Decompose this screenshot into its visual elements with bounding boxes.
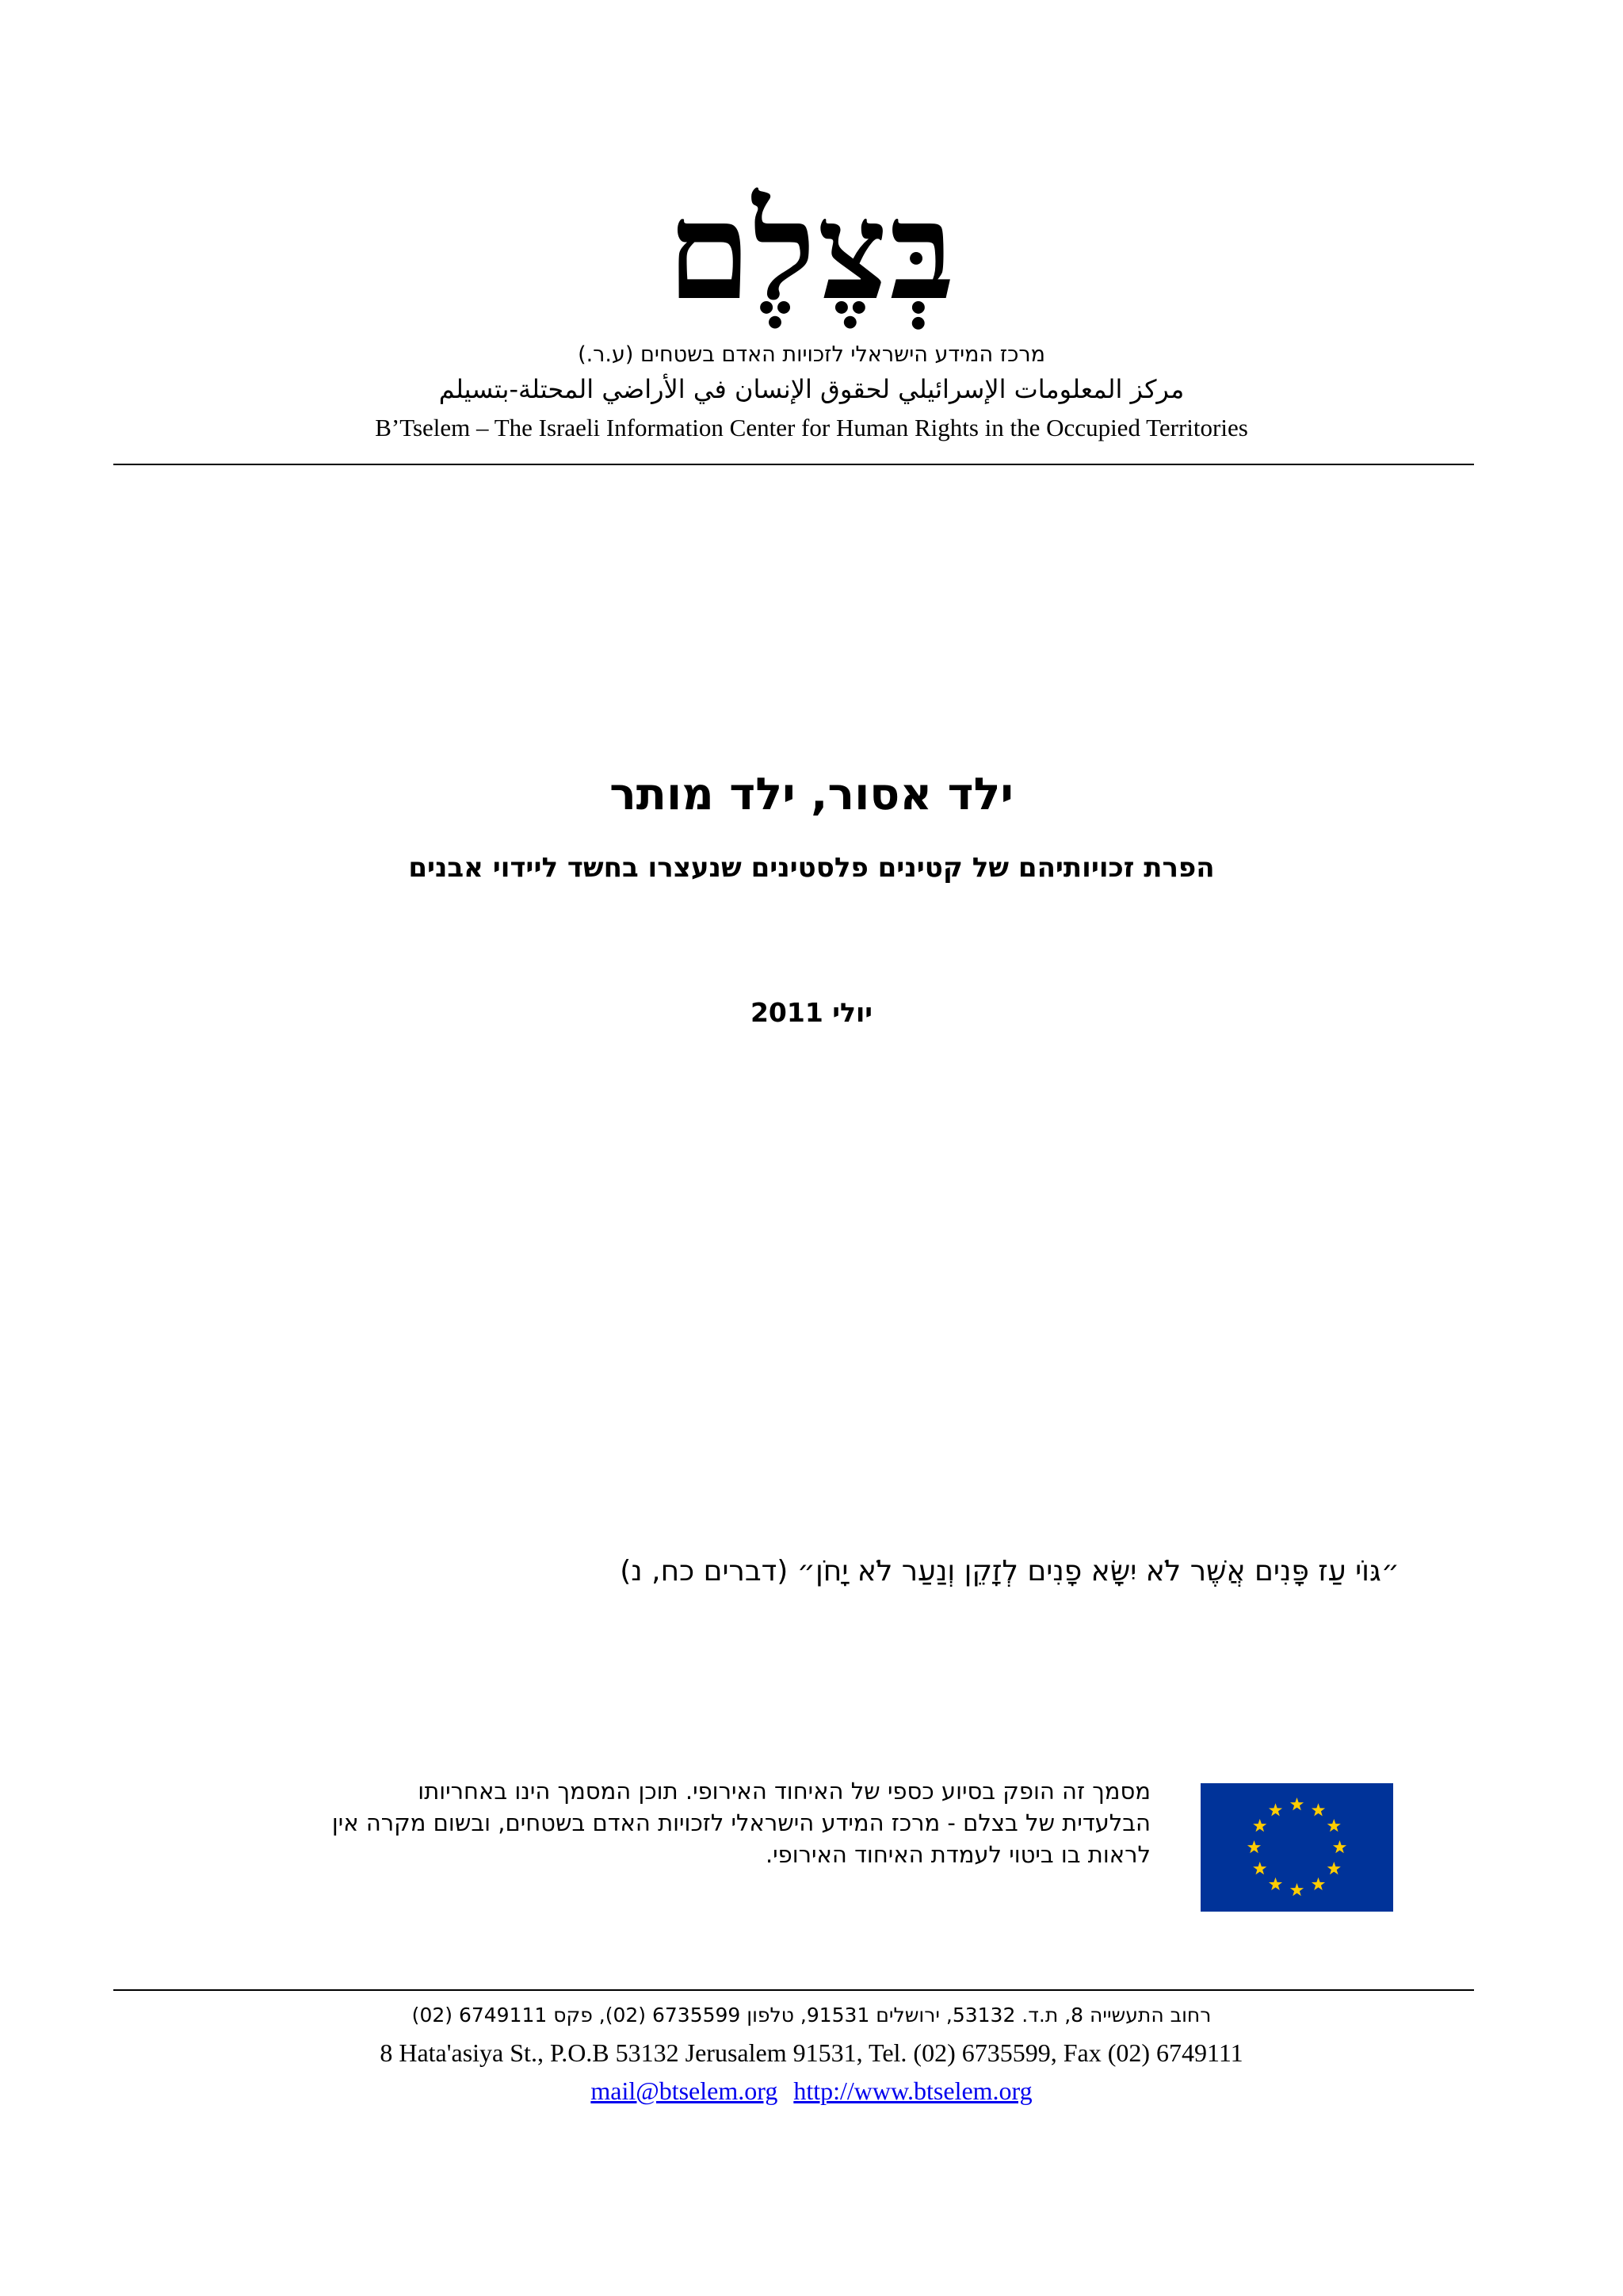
report-date: יולי 2011 (750, 997, 873, 1028)
btselem-logo: בְּצֶלֶם (666, 172, 957, 330)
eu-funding-notice (331, 1775, 1151, 1870)
eu-star-icon (1247, 1840, 1261, 1853)
email-link[interactable]: mail@btselem.org (590, 2076, 778, 2105)
website-link[interactable]: http://www.btselem.org (793, 2076, 1033, 2105)
eu-star-icon (1269, 1878, 1282, 1890)
eu-notice-line: הבלעדית של בצלם - מרכז המידע הישראלי לזכויות האדם בשטחים, ובשום מקרה אין (331, 1809, 1151, 1836)
org-name-arabic: مركز المعلومات الإسرائيلي لحقوق الإنسان في الأراضي المحتلة-بتسيلم (438, 374, 1185, 404)
header-divider (113, 464, 1474, 465)
eu-star-icon (1253, 1862, 1266, 1874)
eu-star-icon (1327, 1819, 1341, 1832)
footer-divider (113, 1989, 1474, 1991)
eu-star-icon (1290, 1797, 1304, 1810)
address-english: 8 Hata'asiya St., P.O.B 53132 Jerusalem 91531, Tel. (02) 6735599, Fax (02) 6749111 (380, 2038, 1243, 2067)
eu-star-icon (1327, 1862, 1341, 1874)
eu-star-icon (1253, 1819, 1266, 1832)
biblical-quote: ״גּוֹי עַז פָּנִים אֲשֶׁר לֹא יִשָּׂא פָנִים לְזָקֵן וְנַעַר לֹא יָחֹן״ (דברים כח, נ) (620, 1555, 1400, 1587)
eu-notice-line: מסמך זה הופק בסיוע כספי של האיחוד האירופי. תוכן המסמך הינו באחריותו (418, 1778, 1151, 1805)
org-name-hebrew: מרכז המידע הישראלי לזכויות האדם בשטחים (ע.ר.) (578, 342, 1045, 367)
eu-star-icon (1333, 1840, 1346, 1853)
eu-star-icon (1290, 1883, 1304, 1896)
eu-star-icon (1312, 1878, 1325, 1890)
org-name-english: B’Tselem – The Israeli Information Center for Human Rights in the Occupied Territories (375, 414, 1248, 441)
eu-star-icon (1312, 1803, 1325, 1816)
report-title: ילד אסור, ילד מותר (609, 769, 1014, 820)
eu-star-icon (1269, 1803, 1282, 1816)
eu-flag-icon (1201, 1783, 1393, 1912)
eu-notice-line: לראות בו ביטוי לעמדת האיחוד האירופי. (765, 1841, 1151, 1868)
eu-flag-stars (1201, 1783, 1393, 1912)
contact-links (0, 2076, 1623, 2106)
address-hebrew: רחוב התעשייה 8, ת.ד. 53132, ירושלים 91531, טלפון 6735599 (02), פקס 6749111 (02) (411, 2004, 1212, 2027)
report-subtitle: הפרת זכויותיהם של קטינים פלסטינים שנעצרו בחשד ליידוי אבנים (408, 852, 1215, 884)
